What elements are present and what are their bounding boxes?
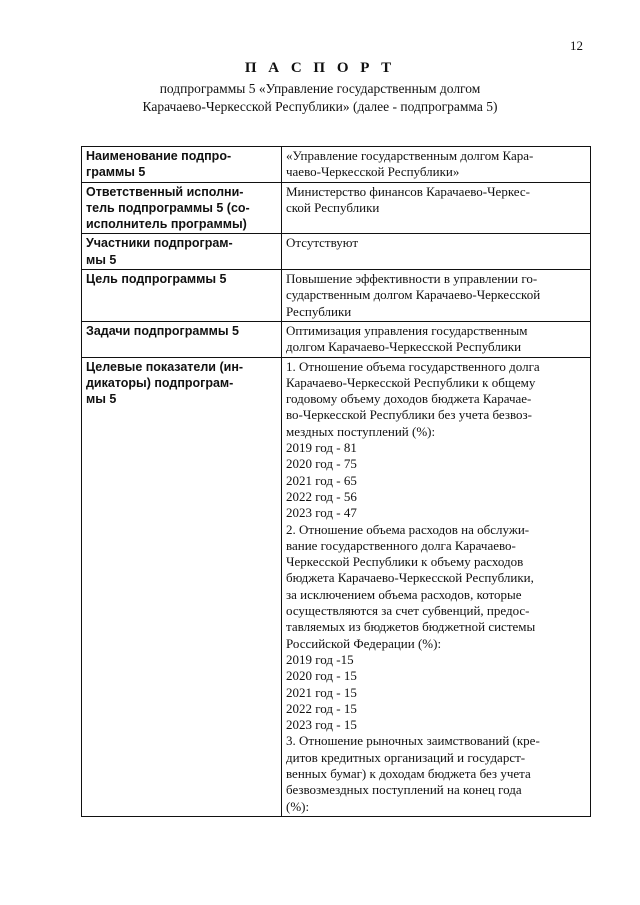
row-label	[82, 182, 282, 234]
row-label-line: Задачи подпрограммы 5	[86, 323, 239, 338]
row-value-line: Республики	[286, 303, 352, 319]
row-value-line: мездных поступлений (%):	[286, 423, 436, 439]
row-value-line: долгом Карачаево-Черкесской Республики	[286, 339, 522, 355]
row-value-line: осуществляются за счет субвенций, предос-	[286, 603, 530, 619]
row-value-line: 2021 год - 65	[286, 472, 357, 488]
row-label-line: Участники подпрограм-	[86, 236, 233, 251]
row-value-line: 2023 год - 47	[286, 505, 357, 521]
row-value-line: 2023 год - 15	[286, 717, 357, 733]
row-value-line: 2020 год - 75	[286, 456, 357, 472]
row-value-line: 2020 год - 15	[286, 668, 357, 684]
row-value-line: дитов кредитных организаций и государст-	[286, 749, 526, 765]
row-value-line: 2022 год - 56	[286, 488, 357, 504]
row-label-line: дикаторы) подпрограм-	[86, 375, 234, 390]
row-value-line: чаево-Черкесской Республики»	[286, 164, 460, 180]
row-label-line: Наименование подпро-	[86, 149, 232, 163]
row-value-line: 2. Отношение объема расходов на обслужи-	[286, 521, 530, 537]
row-value-line: Российской Федерации (%):	[286, 635, 442, 651]
row-label	[82, 147, 282, 183]
row-value-line: 2022 год - 15	[286, 700, 357, 716]
row-value-line: 2019 год - 81	[286, 440, 357, 456]
row-label-line: тель подпрограммы 5 (со-	[86, 200, 250, 215]
row-label-line: Цель подпрограммы 5	[86, 272, 227, 287]
row-value-line: Карачаево-Черкесской Республики к общему	[286, 374, 536, 390]
row-value	[282, 357, 591, 816]
row-value-line: Оптимизация управления государственным	[286, 322, 528, 338]
row-value-line: Повышение эффективности в управлении го-	[286, 271, 538, 287]
row-value	[282, 270, 591, 322]
table-row	[82, 321, 591, 357]
row-value-line: бюджета Карачаево-Черкесской Республики,	[286, 570, 534, 586]
table-row	[82, 182, 591, 234]
row-value-line: за исключением объема расходов, которые	[286, 586, 522, 602]
table-row	[82, 147, 591, 183]
row-label-line: мы 5	[86, 252, 117, 267]
row-value-line: венных бумаг) к доходам бюджета без учета	[286, 765, 531, 781]
table-row	[82, 270, 591, 322]
row-value-line: вание государственного долга Карачаево-	[286, 537, 516, 553]
row-value-line: сударственным долгом Карачаево-Черкесской	[286, 287, 541, 303]
row-label-line: мы 5	[86, 392, 117, 407]
row-value-line: ской Республики	[286, 199, 380, 215]
row-value-line: во-Черкесской Республики без учета безвоз-	[286, 407, 532, 423]
row-label	[82, 270, 282, 322]
row-value	[282, 321, 591, 357]
row-value	[282, 147, 591, 183]
row-label	[82, 234, 282, 270]
row-label	[82, 357, 282, 816]
row-value	[282, 182, 591, 234]
row-label-line: Ответственный исполни-	[86, 184, 244, 199]
passport-table	[81, 146, 591, 817]
row-value-line: Министерство финансов Карачаево-Черкес-	[286, 183, 531, 199]
row-value-line: безвозмездных поступлений на конец года	[286, 782, 522, 798]
row-value-line: 2019 год -15	[286, 651, 354, 667]
page-number: 12	[570, 38, 583, 53]
row-value-line: тавляемых из бюджетов бюджетной системы	[286, 619, 536, 635]
document-subtitle-line-2: Карачаево-Черкесской Республики» (далее - подпрограмма 5)	[142, 99, 498, 114]
table-row	[82, 234, 591, 270]
row-value	[282, 234, 591, 270]
row-value-line: 3. Отношение рыночных заимствований (кре-	[286, 733, 540, 749]
row-value-line: годовому объему доходов бюджета Карачае-	[286, 391, 532, 407]
row-value-line: 1. Отношение объема государственного долга	[286, 358, 540, 374]
table-row	[82, 357, 591, 816]
row-value-line: Черкесской Республики к объему расходов	[286, 554, 524, 570]
document-subtitle-line-1: подпрограммы 5 «Управление государственным долгом	[159, 81, 481, 96]
document-title: П А С П О Р Т	[244, 60, 396, 76]
row-value-line: (%):	[286, 798, 310, 814]
row-label-line: исполнитель программы)	[86, 217, 247, 232]
row-value-line: «Управление государственным долгом Кара-	[286, 148, 534, 163]
row-value-line: Отсутствуют	[286, 235, 359, 251]
row-value-line: 2021 год - 15	[286, 684, 357, 700]
row-label-line: граммы 5	[86, 165, 146, 180]
row-label	[82, 321, 282, 357]
row-label-line: Целевые показатели (ин-	[86, 359, 244, 374]
